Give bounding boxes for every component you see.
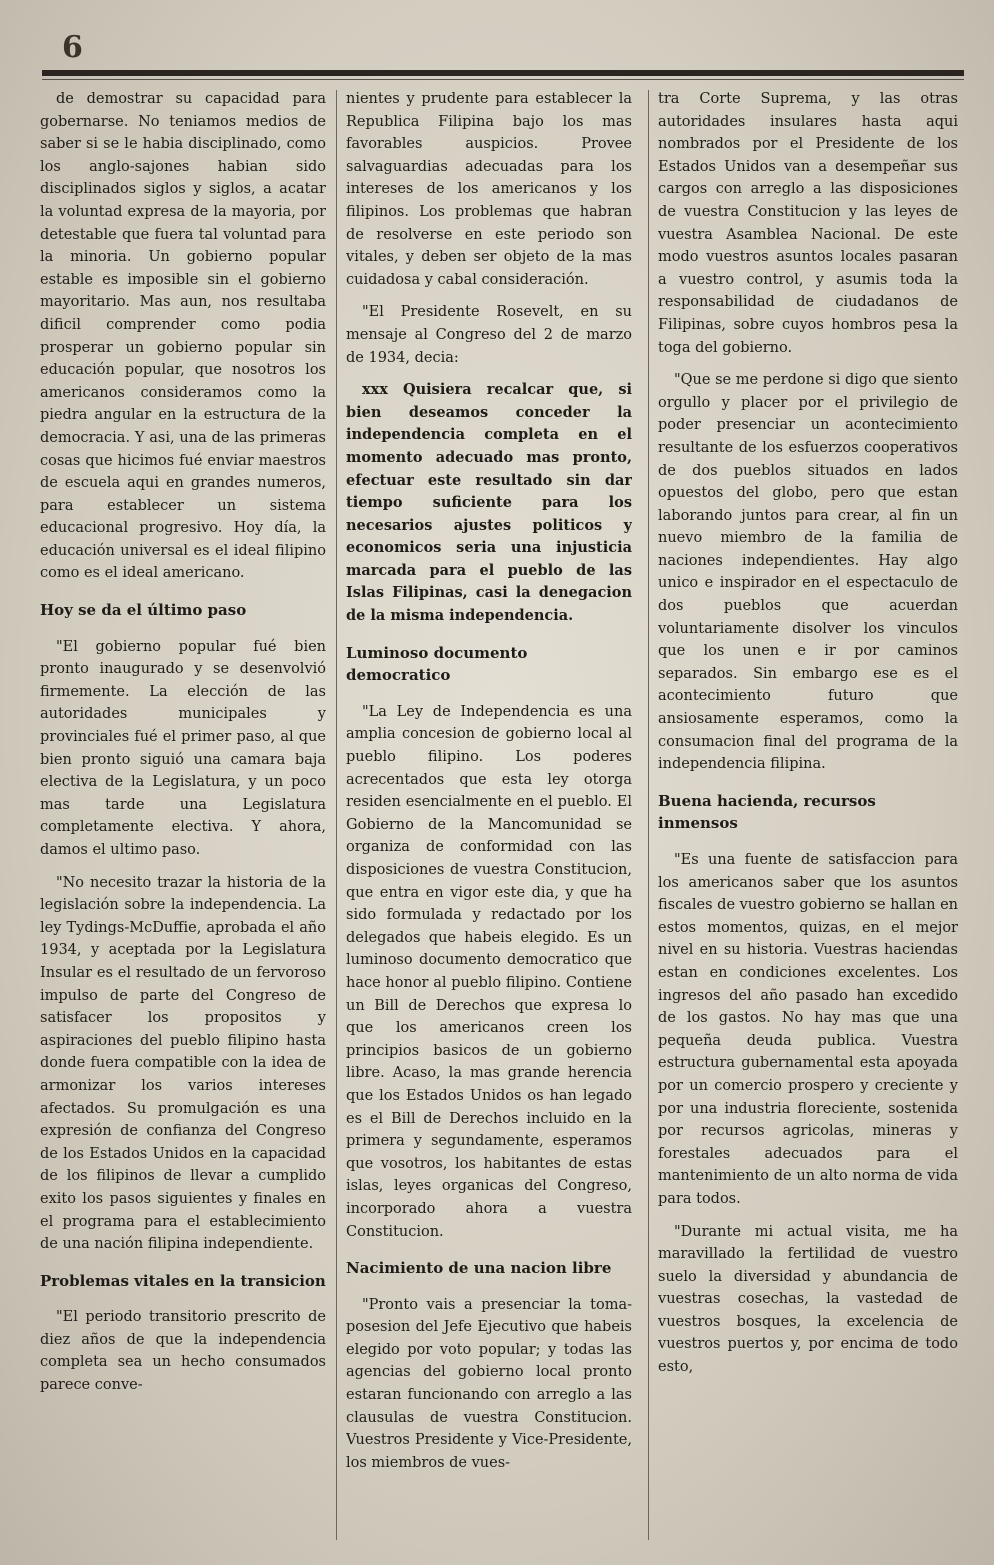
paragraph: "La Ley de Independencia es una amplia concesion de gobierno local al pueblo filipino. Los poderes acrecentados que esta ley otorga residen esencialmente en el pueblo. El Gobierno de la Mancomunidad se organiza de conformidad con las disposiciones de vuestra Constitucion, que entra en vigor este dia, y que ha sido formulada y redactado por los delegados que habeis elegido. Es un luminoso documento democratico que hace honor al pueblo filipino. Contiene un Bill de Derechos que expresa lo que los americanos creen los principios basicos de un gobierno libre. Acaso, la mas grande herencia que los Estados Unidos os han legado es el Bill de Derechos incluido en la primera y segundamente, esperamos que vosotros, los habitantes de estas islas, leyes organicas del Congreso, incorporado ahora a vuestra Constitucion. bbox=[346, 703, 632, 1240]
page-number: 6 bbox=[62, 30, 83, 65]
paragraph: "Durante mi actual visita, me ha maravillado la fertilidad de vuestro suelo la diversidad y abundancia de vuestras cosechas, la vastedad de vuestros bosques, la excelencia de vuestros puertos y, por encima de todo esto, bbox=[658, 1223, 958, 1376]
paragraph: "No necesito trazar la historia de la legislación sobre la independencia. La ley Tydings-McDuffie, aprobada el año 1934, y aceptada por la Legislatura Insular es el resultado de un fervoroso impulso de parte del Congreso de satisfacer los propositos y aspiraciones del pueblo filipino hasta donde fuera compatible con la idea de armonizar los varios intereses afectados. Su promulgación es una expresión de confianza del Congreso de los Estados Unidos en la capacidad de los filipinos de llevar a cumplido exito los pasos siguientes y finales en el programa para el establecimiento de una nación filipina independiente. bbox=[40, 874, 326, 1253]
paragraph: "El periodo transitorio prescrito de diez años de que la independencia completa sea un hecho consumados parece conve- bbox=[40, 1309, 326, 1394]
section-heading: Hoy se da el último paso bbox=[40, 601, 247, 620]
paragraph: "Es una fuente de satisfaccion para los americanos saber que los asuntos fiscales de vuestro gobierno se hallan en estos momentos, quizas, en el mejor nivel en su historia. Vuestras haciendas estan en condiciones excelentes. Los ingresos del año pasado han excedido de los gastos. No hay mas que una pequeña deuda publica. Vuestra estructura gubernamental esta apoyada por un comercio prospero y creciente y por una industria floreciente, sostenida por recursos agricolas, mineras y forestales adecuados para el mantenimiento de un alto norma de vida para todos. bbox=[658, 852, 958, 1207]
section-heading: Buena hacienda, recursos inmensos bbox=[658, 791, 876, 833]
header-rule-thin bbox=[42, 79, 964, 80]
column-divider bbox=[336, 90, 337, 1540]
paragraph: "El Presidente Rosevelt, en su mensaje al Congreso del 2 de marzo de 1934, decia: bbox=[346, 304, 632, 366]
paragraph: de demostrar su capacidad para gobernarse. No teniamos medios de saber si se le habia disciplinado, como los anglo-sajones habian sido disciplinados siglos y siglos, a acatar la voluntad expresa de la mayoria, por detestable que fuera tal voluntad para la minoria. Un gobierno popular estable es imposible sin el gobierno mayoritario. Mas aun, nos resultaba dificil comprender como podia prosperar un gobierno popular sin educación popular, que nosotros los americanos consideramos como la piedra angular en la estructura de la democracia. Y asi, una de las primeras cosas que hicimos fué enviar maestros de escuela aqui en grandes numeros, para establecer un sistema educacional progresivo. Hoy día, la educación universal es el ideal filipino como es el ideal americano. bbox=[40, 91, 326, 582]
column-1 bbox=[40, 88, 326, 1543]
column-3 bbox=[658, 88, 958, 1543]
paragraph: xxx Quisiera recalcar que, si bien deseamos conceder la independencia completa en el momento adecuado mas pronto, efectuar este resultado sin dar tiempo suficiente para los necesarios ajustes politicos y economicos seria una injusticia marcada para el pueblo de las Islas Filipinas, casi la denegacion de la misma independencia. bbox=[346, 381, 632, 625]
paragraph: tra Corte Suprema, y las otras autoridades insulares hasta aqui nombrados por el Presidente de los Estados Unidos van a desempeñar sus cargos con arreglo a las disposiciones de vuestra Constitucion y las leyes de vuestra Asamblea Nacional. De este modo vuestros asuntos locales pasaran a vuestro control, y asumis toda la responsabilidad de ciudadanos de Filipinas, sobre cuyos hombros pesa la toga del gobierno. bbox=[658, 91, 958, 356]
paragraph: "Pronto vais a presenciar la toma-posesion del Jefe Ejecutivo que habeis elegido por voto popular; y todas las agencias del gobierno local pronto estaran funcionando con arreglo a las clausulas de vuestra Constitucion. Vuestros Presidente y Vice-Presidente, los miembros de vues- bbox=[346, 1296, 632, 1471]
paragraph: "Que se me perdone si digo que siento orgullo y placer por el privilegio de poder presenciar un acontecimiento resultante de los esfuerzos cooperativos de dos pueblos situados en lados opuestos del globo, pero que estan laborando juntos para crear, al fin un nuevo miembro de la familia de naciones independientes. Hay algo unico e inspirador en el espectaculo de dos pueblos que acuerdan voluntariamente disolver los vinculos que los unen e ir por caminos separados. Sin embargo ese es el acontecimiento futuro que ansiosamente esperamos, como la consumacion final del programa de la independencia filipina. bbox=[658, 372, 958, 773]
paragraph: nientes y prudente para establecer la Republica Filipina bajo los mas favorables auspicios. Provee salvaguardias adecuadas para los intereses de los americanos y los filipinos. Los problemas que habran de resolverse en este periodo son vitales, y deben ser objeto de la mas cuidadosa y cabal consideración. bbox=[346, 91, 632, 288]
column-2 bbox=[346, 88, 632, 1543]
section-heading: Problemas vitales en la transicion bbox=[40, 1271, 326, 1290]
paragraph: "El gobierno popular fué bien pronto inaugurado y se desenvolvió firmemente. La elección de las autoridades municipales y provinciales fué el primer paso, al que bien pronto siguió una camara baja electiva de la Legislatura, y un poco mas tarde una Legislatura completamente electiva. Y ahora, damos el ultimo paso. bbox=[40, 638, 326, 858]
header-rule bbox=[42, 70, 964, 76]
section-heading: Luminoso documento democratico bbox=[346, 643, 528, 685]
column-divider bbox=[648, 90, 649, 1540]
section-heading: Nacimiento de una nacion libre bbox=[346, 1259, 612, 1278]
